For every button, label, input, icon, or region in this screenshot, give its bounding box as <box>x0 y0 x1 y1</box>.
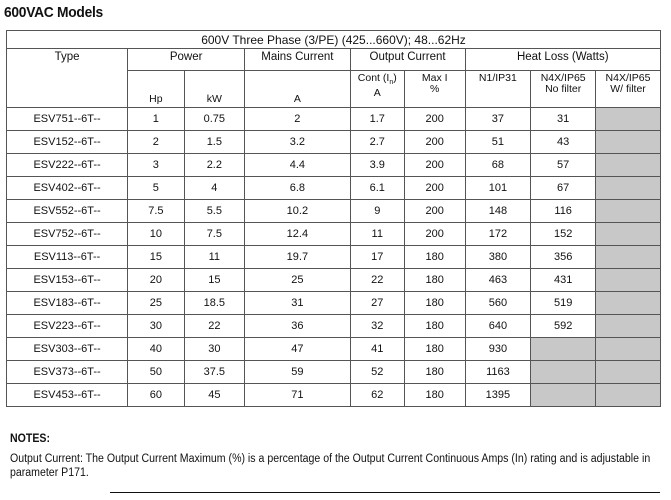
cell-kw: 2.2 <box>184 154 245 177</box>
subheader-hp: Hp <box>128 71 184 108</box>
cell-heat-n1: 1163 <box>465 361 531 384</box>
cell-hp: 60 <box>128 384 184 407</box>
cell-heat-n1: 380 <box>465 246 531 269</box>
cell-type: ESV552--6T-- <box>7 200 128 223</box>
cell-max-pct: 200 <box>404 131 465 154</box>
subheader-n1: N1/IP31 <box>465 71 531 108</box>
subheader-max <box>404 71 465 108</box>
cell-heat-n4x-no-filter: 116 <box>531 200 596 223</box>
cell-hp: 5 <box>128 177 184 200</box>
cell-hp: 3 <box>128 154 184 177</box>
cell-max-pct: 180 <box>404 315 465 338</box>
table-row <box>7 384 661 407</box>
notes-text: Output Current: The Output Current Maximum (%) is a percentage of the Output Current Continuous Amps (In) rating and is adjustable in parameter P171. <box>10 453 651 479</box>
cell-heat-n4x-w-filter <box>596 108 661 131</box>
cell-max-pct: 180 <box>404 269 465 292</box>
cell-cont-amps: 3.9 <box>350 154 404 177</box>
cell-max-pct: 180 <box>404 292 465 315</box>
table-row <box>7 338 661 361</box>
table-row <box>7 246 661 269</box>
cell-heat-n1: 101 <box>465 177 531 200</box>
cell-mains-amps: 47 <box>245 338 350 361</box>
cell-max-pct: 180 <box>404 361 465 384</box>
table-row <box>7 361 661 384</box>
cell-mains-amps: 36 <box>245 315 350 338</box>
table-banner: 600V Three Phase (3/PE) (425...660V); 48...62Hz <box>7 31 661 49</box>
cell-hp: 50 <box>128 361 184 384</box>
subheader-cont-line1: Cont (I <box>357 72 390 84</box>
cell-heat-n4x-w-filter <box>596 384 661 407</box>
cell-heat-n4x-w-filter <box>596 200 661 223</box>
cell-heat-n4x-no-filter: 431 <box>531 269 596 292</box>
cell-mains-amps: 3.2 <box>245 131 350 154</box>
cell-type: ESV222--6T-- <box>7 154 128 177</box>
subheader-amps: A <box>245 71 350 108</box>
cell-hp: 1 <box>128 108 184 131</box>
cell-heat-n4x-no-filter: 43 <box>531 131 596 154</box>
cell-heat-n4x-w-filter <box>596 292 661 315</box>
cell-mains-amps: 2 <box>245 108 350 131</box>
table-row <box>7 292 661 315</box>
cell-hp: 20 <box>128 269 184 292</box>
cell-heat-n1: 148 <box>465 200 531 223</box>
cell-heat-n1: 37 <box>465 108 531 131</box>
subheader-cont-close: ) <box>393 72 397 84</box>
subheader-cont <box>350 71 404 108</box>
table-row <box>7 108 661 131</box>
subheader-n4x-no-filter-line2: No filter <box>545 83 582 95</box>
table-row <box>7 154 661 177</box>
cell-cont-amps: 27 <box>350 292 404 315</box>
subheader-n4x-no-filter-line1: N4X/IP65 <box>540 72 586 84</box>
col-heat-loss-header: Heat Loss (Watts) <box>465 49 661 71</box>
cell-heat-n4x-no-filter: 31 <box>531 108 596 131</box>
cell-max-pct: 200 <box>404 200 465 223</box>
notes-heading: NOTES: <box>10 433 50 445</box>
cell-heat-n4x-no-filter <box>531 361 596 384</box>
cell-heat-n4x-no-filter: 57 <box>531 154 596 177</box>
cell-heat-n1: 172 <box>465 223 531 246</box>
cell-heat-n4x-w-filter <box>596 315 661 338</box>
cell-heat-n4x-no-filter: 356 <box>531 246 596 269</box>
cell-kw: 37.5 <box>184 361 245 384</box>
cell-type: ESV152--6T-- <box>7 131 128 154</box>
cell-kw: 0.75 <box>184 108 245 131</box>
cell-kw: 22 <box>184 315 245 338</box>
cell-heat-n4x-no-filter <box>531 384 596 407</box>
cell-type: ESV752--6T-- <box>7 223 128 246</box>
cell-heat-n4x-w-filter <box>596 154 661 177</box>
cell-kw: 18.5 <box>184 292 245 315</box>
cell-mains-amps: 31 <box>245 292 350 315</box>
cell-mains-amps: 10.2 <box>245 200 350 223</box>
cell-mains-amps: 59 <box>245 361 350 384</box>
cell-mains-amps: 25 <box>245 269 350 292</box>
cell-mains-amps: 12.4 <box>245 223 350 246</box>
cell-cont-amps: 41 <box>350 338 404 361</box>
cell-max-pct: 180 <box>404 338 465 361</box>
cell-kw: 1.5 <box>184 131 245 154</box>
cell-max-pct: 180 <box>404 246 465 269</box>
col-mains-current-header: Mains Current <box>245 49 350 71</box>
table-row <box>7 131 661 154</box>
cell-cont-amps: 2.7 <box>350 131 404 154</box>
table-row <box>7 315 661 338</box>
cell-max-pct: 200 <box>404 177 465 200</box>
cell-kw: 11 <box>184 246 245 269</box>
footer-divider <box>110 492 660 493</box>
cell-cont-amps: 32 <box>350 315 404 338</box>
cell-heat-n4x-no-filter <box>531 338 596 361</box>
cell-type: ESV751--6T-- <box>7 108 128 131</box>
table-row <box>7 200 661 223</box>
cell-cont-amps: 9 <box>350 200 404 223</box>
cell-kw: 5.5 <box>184 200 245 223</box>
spec-table <box>6 30 661 407</box>
cell-heat-n4x-w-filter <box>596 131 661 154</box>
cell-heat-n1: 68 <box>465 154 531 177</box>
cell-mains-amps: 4.4 <box>245 154 350 177</box>
col-output-current-header: Output Current <box>350 49 465 71</box>
subheader-cont-subscript: n <box>389 79 394 87</box>
cell-cont-amps: 22 <box>350 269 404 292</box>
cell-mains-amps: 71 <box>245 384 350 407</box>
cell-cont-amps: 1.7 <box>350 108 404 131</box>
cell-cont-amps: 17 <box>350 246 404 269</box>
cell-hp: 7.5 <box>128 200 184 223</box>
subheader-n4x-no-filter <box>531 71 596 108</box>
cell-type: ESV453--6T-- <box>7 384 128 407</box>
cell-mains-amps: 6.8 <box>245 177 350 200</box>
cell-cont-amps: 11 <box>350 223 404 246</box>
subheader-n4x-w-filter-line1: N4X/IP65 <box>605 72 651 84</box>
cell-type: ESV373--6T-- <box>7 361 128 384</box>
cell-cont-amps: 6.1 <box>350 177 404 200</box>
cell-heat-n4x-w-filter <box>596 177 661 200</box>
cell-type: ESV183--6T-- <box>7 292 128 315</box>
subheader-max-line1: Max I <box>421 72 448 84</box>
cell-heat-n1: 51 <box>465 131 531 154</box>
table-row <box>7 177 661 200</box>
cell-kw: 4 <box>184 177 245 200</box>
cell-kw: 15 <box>184 269 245 292</box>
cell-hp: 25 <box>128 292 184 315</box>
cell-hp: 30 <box>128 315 184 338</box>
cell-max-pct: 200 <box>404 108 465 131</box>
cell-type: ESV113--6T-- <box>7 246 128 269</box>
cell-type: ESV223--6T-- <box>7 315 128 338</box>
cell-heat-n4x-w-filter <box>596 361 661 384</box>
cell-heat-n4x-no-filter: 67 <box>531 177 596 200</box>
page-title: 600VAC Models <box>4 4 103 21</box>
cell-heat-n1: 930 <box>465 338 531 361</box>
subheader-n4x-w-filter-line2: W/ filter <box>610 83 646 95</box>
table-body <box>7 108 661 407</box>
cell-heat-n4x-no-filter: 592 <box>531 315 596 338</box>
subheader-cont-line2: A <box>373 87 381 100</box>
table-row <box>7 223 661 246</box>
cell-cont-amps: 52 <box>350 361 404 384</box>
cell-heat-n4x-w-filter <box>596 223 661 246</box>
cell-kw: 7.5 <box>184 223 245 246</box>
subheader-kw: kW <box>184 71 245 108</box>
cell-heat-n4x-no-filter: 152 <box>531 223 596 246</box>
col-power-header: Power <box>128 49 245 71</box>
cell-heat-n4x-w-filter <box>596 269 661 292</box>
cell-heat-n4x-no-filter: 519 <box>531 292 596 315</box>
cell-max-pct: 180 <box>404 384 465 407</box>
cell-max-pct: 200 <box>404 223 465 246</box>
table-row <box>7 269 661 292</box>
cell-heat-n1: 1395 <box>465 384 531 407</box>
cell-type: ESV153--6T-- <box>7 269 128 292</box>
cell-kw: 30 <box>184 338 245 361</box>
subheader-max-line2: % <box>430 83 440 95</box>
cell-heat-n1: 463 <box>465 269 531 292</box>
cell-hp: 2 <box>128 131 184 154</box>
cell-max-pct: 200 <box>404 154 465 177</box>
subheader-n4x-w-filter <box>596 71 661 108</box>
cell-kw: 45 <box>184 384 245 407</box>
cell-mains-amps: 19.7 <box>245 246 350 269</box>
col-type-header: Type <box>7 49 128 108</box>
cell-heat-n4x-w-filter <box>596 338 661 361</box>
cell-heat-n1: 560 <box>465 292 531 315</box>
cell-cont-amps: 62 <box>350 384 404 407</box>
cell-hp: 40 <box>128 338 184 361</box>
cell-heat-n4x-w-filter <box>596 246 661 269</box>
cell-type: ESV303--6T-- <box>7 338 128 361</box>
cell-hp: 10 <box>128 223 184 246</box>
cell-hp: 15 <box>128 246 184 269</box>
cell-heat-n1: 640 <box>465 315 531 338</box>
cell-type: ESV402--6T-- <box>7 177 128 200</box>
